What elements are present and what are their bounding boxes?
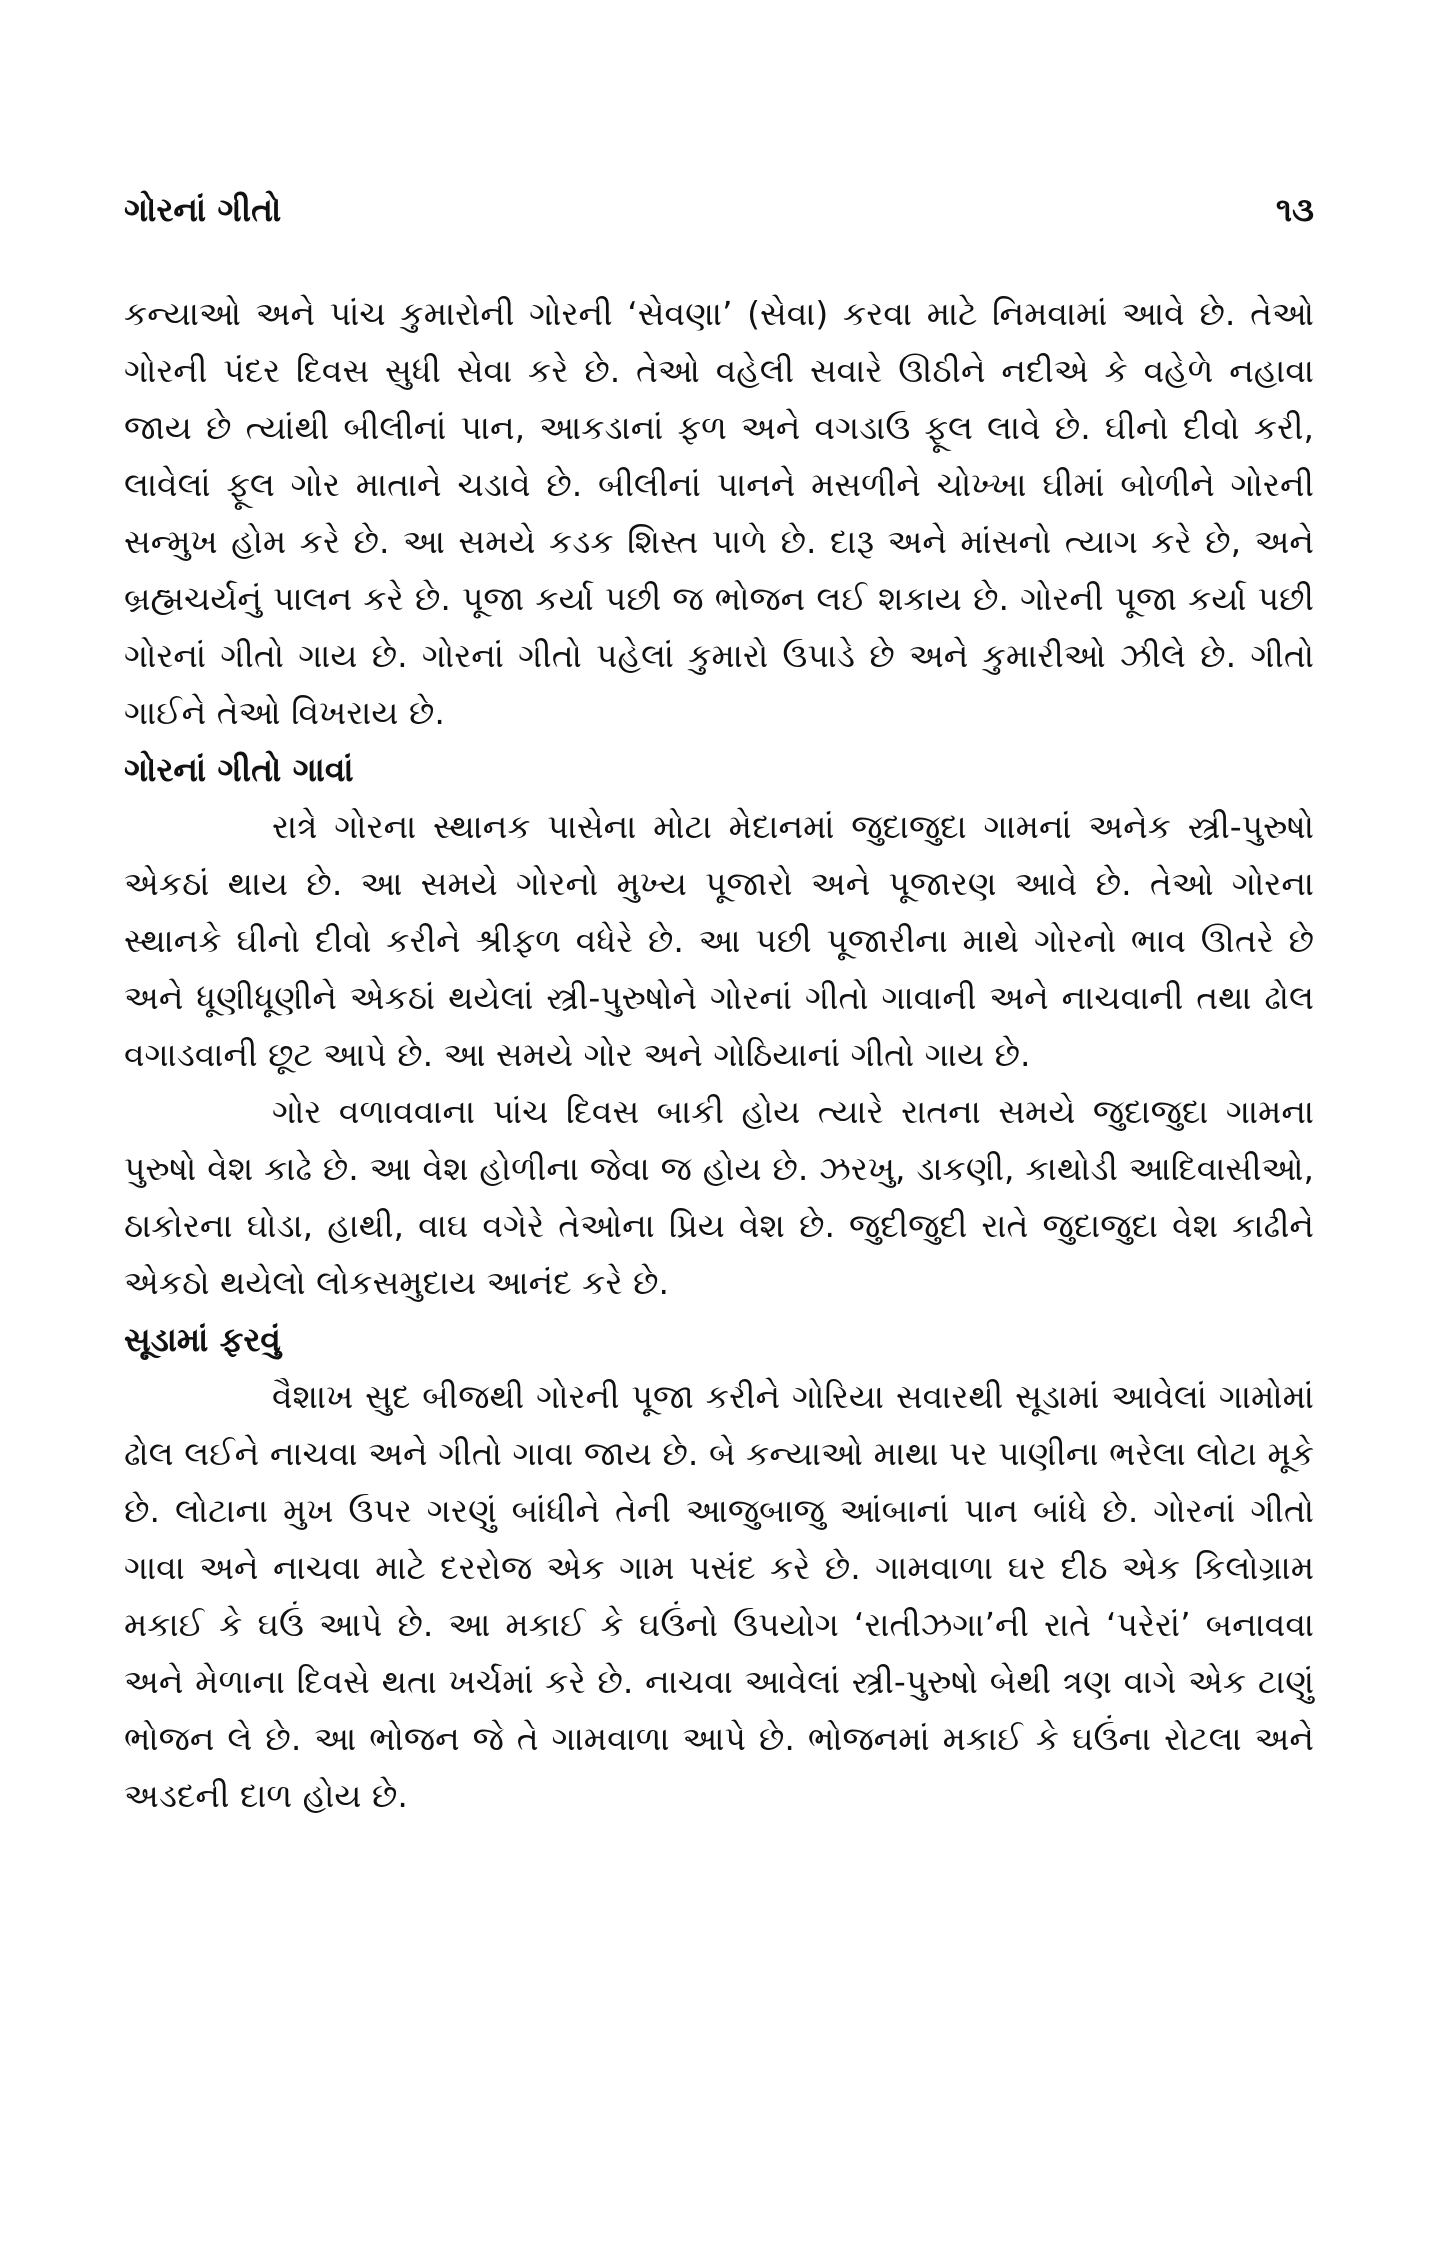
page-body xyxy=(124,285,1314,1824)
section-heading-singing-songs: ગોરનાં ગીતો ગાવાં xyxy=(124,750,354,789)
section-heading-touring-suda: સૂડામાં ફરવું xyxy=(124,1320,281,1359)
running-header-title: ગોરનાં ગીતો xyxy=(124,190,282,229)
running-header xyxy=(124,190,1314,240)
section2-paragraph-1: વૈશાખ સુદ બીજથી ગોરની પૂજા કરીને ગોરિયા સવારથી સૂડામાં આવેલાં ગામોમાં ઢોલ લઈને નાચવા અને ગીતો ગાવા જાય છે. બે કન્યાઓ માથા પર પાણીના ભરેલા લોટા મૂકે છે. લોટાના મુખ ઉપર ગરણું બાંધીને તેની આજુબાજુ આંબાનાં પાન બાંધે છે. ગોરનાં ગીતો ગાવા અને નાચવા માટે દરરોજ એક ગામ પસંદ કરે છે. ગામવાળા ઘર દીઠ એક કિલોગ્રામ મકાઈ કે ઘઉં આપે છે. આ મકાઈ કે ઘઉંનો ઉપયોગ ‘રાતીઝગા’ની રાતે ‘પરેરાં’ બનાવવા અને મેળાના દિવસે થતા ખર્ચમાં કરે છે. નાચવા આવેલાં સ્ત્રી-પુરુષો બેથી ત્રણ વાગે એક ટાણું ભોજન લે છે. આ ભોજન જે તે ગામવાળા આપે છે. ભોજનમાં મકાઈ કે ઘઉંના રોટલા અને અડદની દાળ હોય છે. xyxy=(124,1377,1315,1815)
section1-paragraph-1: રાત્રે ગોરના સ્થાનક પાસેના મોટા મેદાનમાં જુદાજુદા ગામનાં અનેક સ્ત્રી-પુરુષો એકઠાં થાય છે. આ સમયે ગોરનો મુખ્ય પૂજારો અને પૂજારણ આવે છે. તેઓ ગોરના સ્થાનકે ઘીનો દીવો કરીને શ્રીફળ વધેરે છે. આ પછી પૂજારીના માથે ગોરનો ભાવ ઊતરે છે અને ધૂણીધૂણીને એકઠાં થયેલાં સ્ત્રી-પુરુષોને ગોરનાં ગીતો ગાવાની અને નાચવાની તથા ઢોલ વગાડવાની છૂટ આપે છે. આ સમયે ગોર અને ગોઠિયાનાં ગીતો ગાય છે. xyxy=(124,807,1314,1074)
section1-paragraph-2: ગોર વળાવવાના પાંચ દિવસ બાકી હોય ત્યારે રાતના સમયે જુદાજુદા ગામના પુરુષો વેશ કાઢે છે. આ વેશ હોળીના જેવા જ હોય છે. ઝરખુ, ડાકણી, કાથોડી આદિવાસીઓ, ઠાકોરના ઘોડા, હાથી, વાઘ વગેરે તેઓના પ્રિય વેશ છે. જુદીજુદી રાતે જુદાજુદા વેશ કાઢીને એકઠો થયેલો લોકસમુદાય આનંદ કરે છે. xyxy=(124,1092,1314,1302)
intro-paragraph: કન્યાઓ અને પાંચ કુમારોની ગોરની ‘સેવણા’ (સેવા) કરવા માટે નિમવામાં આવે છે. તેઓ ગોરની પંદર દિવસ સુધી સેવા કરે છે. તેઓ વહેલી સવારે ઊઠીને નદીએ કે વહેળે નહાવા જાય છે ત્યાંથી બીલીનાં પાન, આકડાનાં ફળ અને વગડાઉ ફૂલ લાવે છે. ઘીનો દીવો કરી, લાવેલાં ફૂલ ગોર માતાને ચડાવે છે. બીલીનાં પાનને મસળીને ચોખ્ખા ઘીમાં બોળીને ગોરની સન્મુખ હોમ કરે છે. આ સમયે કડક શિસ્ત પાળે છે. દારૂ અને માંસનો ત્યાગ કરે છે, અને બ્રહ્મચર્યનું પાલન કરે છે. પૂજા કર્યા પછી જ ભોજન લઈ શકાય છે. ગોરની પૂજા કર્યા પછી ગોરનાં ગીતો ગાય છે. ગોરનાં ગીતો પહેલાં કુમારો ઉપાડે છે અને કુમારીઓ ઝીલે છે. ગીતો ગાઈને તેઓ વિખરાય છે. xyxy=(124,294,1314,732)
page-number: ૧૩ xyxy=(1275,190,1314,229)
